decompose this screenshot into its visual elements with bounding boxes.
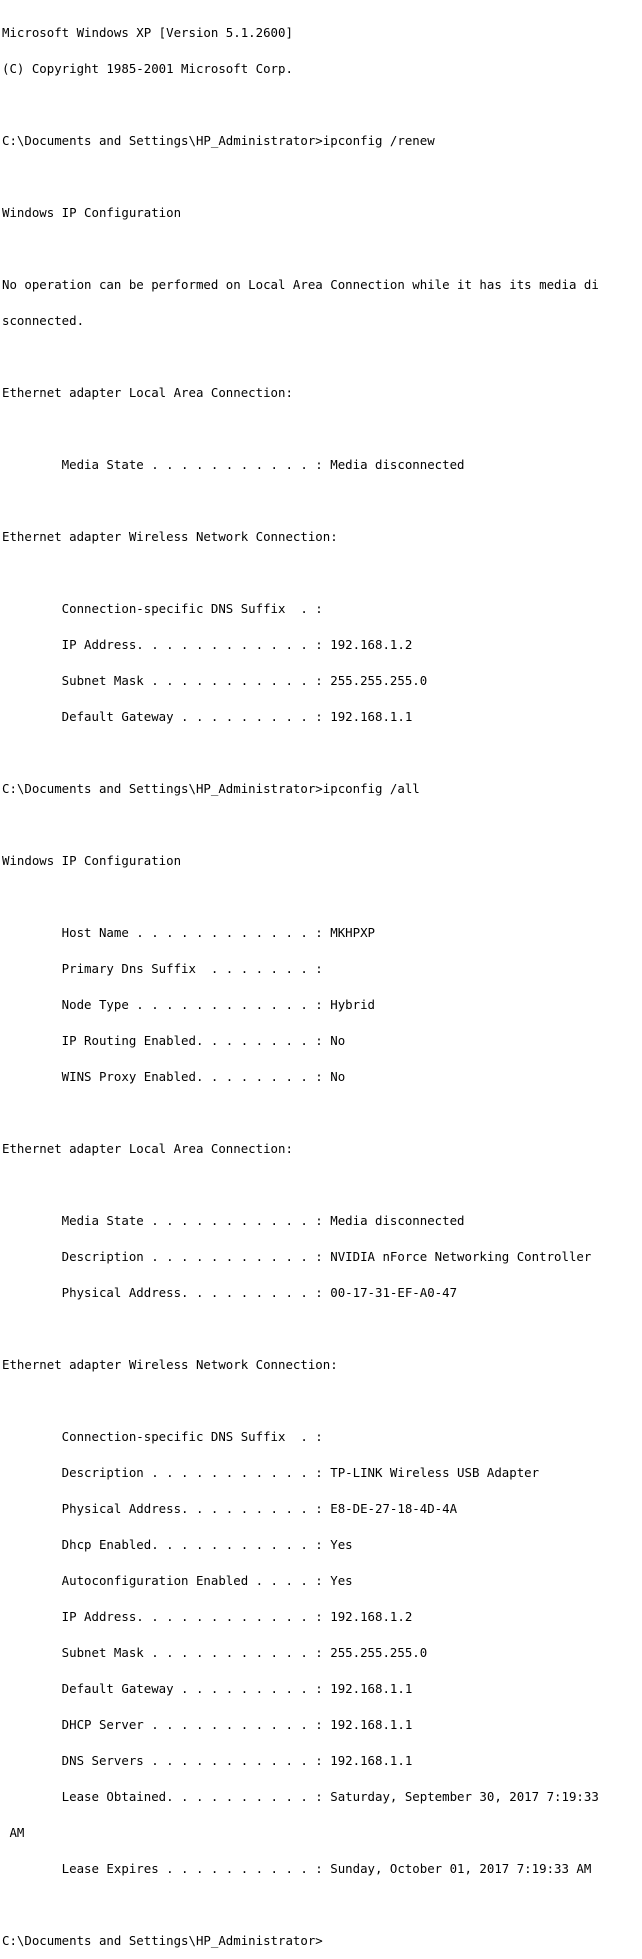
console-line [2, 495, 642, 507]
console-line [2, 171, 642, 183]
console-line [2, 891, 642, 903]
console-line: Subnet Mask . . . . . . . . . . . : 255.255.255.0 [2, 673, 428, 688]
console-line: Ethernet adapter Wireless Network Connection: [2, 1357, 338, 1372]
console-line: IP Routing Enabled. . . . . . . . : No [2, 1033, 346, 1048]
console-line: Ethernet adapter Local Area Connection: [2, 385, 293, 400]
console-line: (C) Copyright 1985-2001 Microsoft Corp. [2, 61, 293, 76]
console-line: DNS Servers . . . . . . . . . . . : 192.168.1.1 [2, 1753, 413, 1768]
console-line [2, 1323, 642, 1335]
console-line: Node Type . . . . . . . . . . . . : Hybrid [2, 997, 375, 1012]
console-line: Default Gateway . . . . . . . . . : 192.168.1.1 [2, 1681, 413, 1696]
console-line: Ethernet adapter Local Area Connection: [2, 1141, 293, 1156]
console-line: DHCP Server . . . . . . . . . . . : 192.168.1.1 [2, 1717, 413, 1732]
console-line: Physical Address. . . . . . . . . : E8-DE-27-18-4D-4A [2, 1501, 458, 1516]
console-line: AM [2, 1825, 25, 1840]
console-line [2, 1899, 642, 1911]
console-line: Ethernet adapter Wireless Network Connection: [2, 529, 338, 544]
console-line: Primary Dns Suffix . . . . . . . : [2, 961, 323, 976]
console-line: Connection-specific DNS Suffix . : [2, 601, 323, 616]
console-line: Windows IP Configuration [2, 205, 182, 220]
console-line: Host Name . . . . . . . . . . . . : MKHPXP [2, 925, 375, 940]
console-line: Dhcp Enabled. . . . . . . . . . . : Yes [2, 1537, 353, 1552]
console-line: Description . . . . . . . . . . . : NVIDIA nForce Networking Controller [2, 1249, 592, 1264]
console-line: Physical Address. . . . . . . . . : 00-17-31-EF-A0-47 [2, 1285, 458, 1300]
console-line: WINS Proxy Enabled. . . . . . . . : No [2, 1069, 346, 1084]
console-line: Lease Expires . . . . . . . . . . : Sunday, October 01, 2017 7:19:33 AM [2, 1861, 592, 1876]
console-line: Subnet Mask . . . . . . . . . . . : 255.255.255.0 [2, 1645, 428, 1660]
console-line: Media State . . . . . . . . . . . : Media disconnected [2, 1213, 465, 1228]
console-line: Lease Obtained. . . . . . . . . . : Saturday, September 30, 2017 7:19:33 [2, 1789, 599, 1804]
console-line: Default Gateway . . . . . . . . . : 192.168.1.1 [2, 709, 413, 724]
console-line: Media State . . . . . . . . . . . : Media disconnected [2, 457, 465, 472]
console-line: C:\Documents and Settings\HP_Administrator>ipconfig /all [2, 781, 420, 796]
console-line: Autoconfiguration Enabled . . . . : Yes [2, 1573, 353, 1588]
console-line: sconnected. [2, 313, 85, 328]
console-line [2, 99, 642, 111]
console-output[interactable] [2, 3, 642, 1948]
console-prompt-line[interactable]: C:\Documents and Settings\HP_Administrator> [2, 1933, 323, 1948]
console-line [2, 1179, 642, 1191]
console-line [2, 423, 642, 435]
console-line: Windows IP Configuration [2, 853, 182, 868]
console-line [2, 243, 642, 255]
console-line: Microsoft Windows XP [Version 5.1.2600] [2, 25, 293, 40]
console-line [2, 747, 642, 759]
console-line [2, 1395, 642, 1407]
console-line: C:\Documents and Settings\HP_Administrator>ipconfig /renew [2, 133, 435, 148]
console-line [2, 567, 642, 579]
console-line [2, 1107, 642, 1119]
console-line [2, 819, 642, 831]
console-line: Description . . . . . . . . . . . : TP-LINK Wireless USB Adapter [2, 1465, 540, 1480]
console-line [2, 351, 642, 363]
console-line: Connection-specific DNS Suffix . : [2, 1429, 323, 1444]
console-line: IP Address. . . . . . . . . . . . : 192.168.1.2 [2, 637, 413, 652]
console-line: IP Address. . . . . . . . . . . . : 192.168.1.2 [2, 1609, 413, 1624]
console-line: No operation can be performed on Local Area Connection while it has its media di [2, 277, 599, 292]
